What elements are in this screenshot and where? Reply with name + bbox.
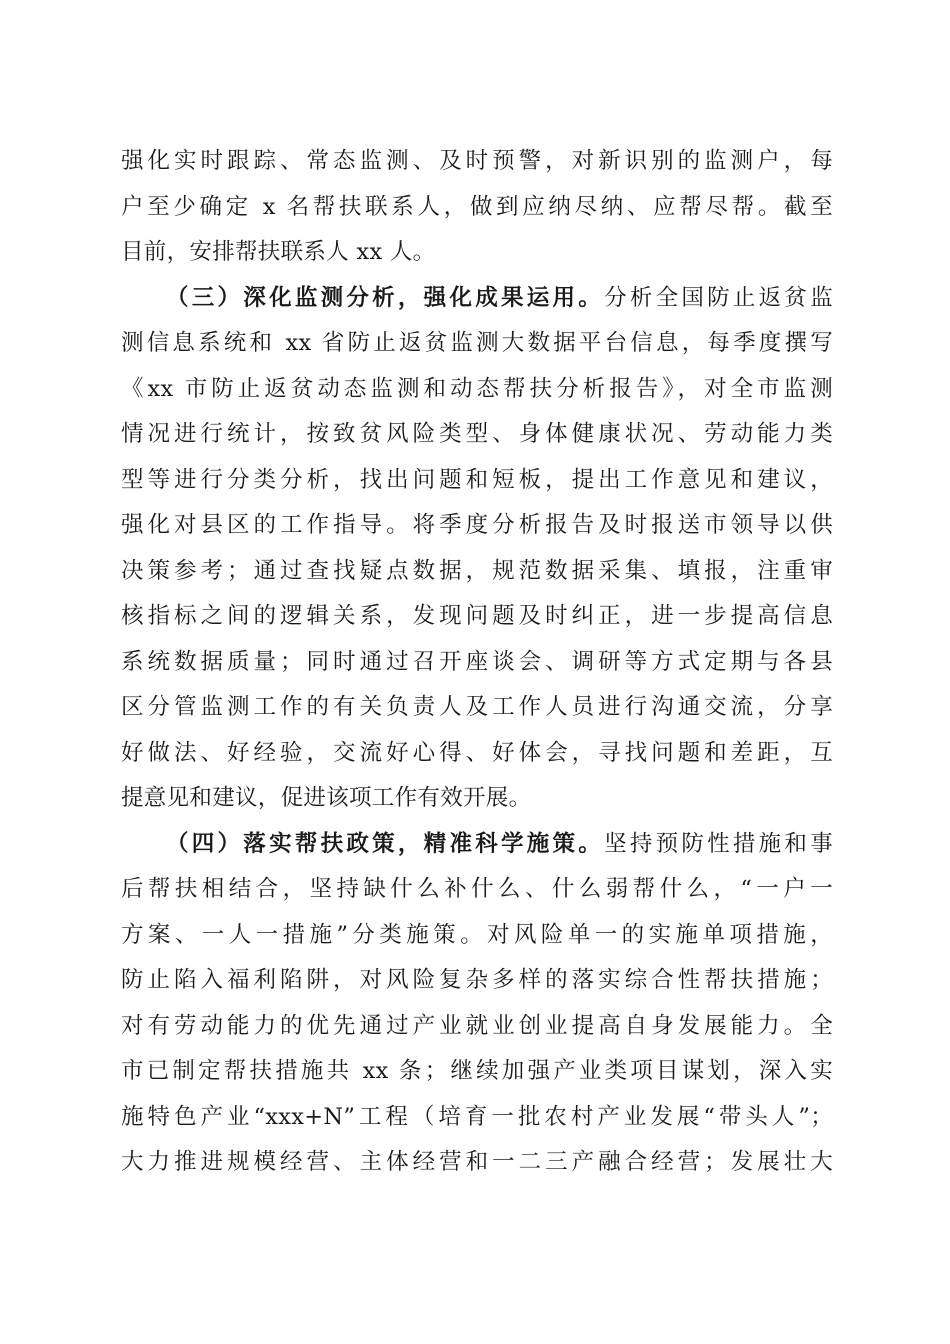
- text-line: [121, 276, 833, 322]
- text-fragment: 分析全国防止返贫监: [604, 284, 834, 311]
- text-line: 好做法、好经验，交流好心得、好体会，寻找问题和差距，互: [121, 739, 833, 766]
- text-line: 强化实时跟踪、常态监测、及时预警，对新识别的监测户，每: [121, 148, 833, 174]
- text-line: 市已制定帮扶措施共 xx 条；继续加强产业类项目谋划，深入实: [121, 1058, 833, 1084]
- section-heading-3: （三）深化监测分析，强化成果运用。: [166, 284, 605, 311]
- text-line: 施特色产业“xxx+N”工程（培育一批农村产业发展“带头人”；: [121, 1103, 833, 1130]
- paragraph-section-4: [121, 822, 833, 1186]
- text-line: 型等进行分类分析，找出问题和短板，提出工作意见和建议，: [121, 466, 833, 493]
- paragraph-continuation: [121, 139, 833, 276]
- document-body: [121, 139, 833, 1186]
- text-line: 核指标之间的逻辑关系，发现问题及时纠正，进一步提高信息: [121, 603, 833, 629]
- text-line: 区分管监测工作的有关负责人及工作人员进行沟通交流，分享: [121, 694, 833, 720]
- text-line: 目前，安排帮扶联系人 xx 人。: [121, 239, 436, 265]
- paragraph-section-3: [121, 276, 833, 822]
- text-line: 系统数据质量；同时通过召开座谈会、调研等方式定期与各县: [121, 648, 833, 675]
- text-line: 对有劳动能力的优先通过产业就业创业提高自身发展能力。全: [121, 1012, 833, 1039]
- text-line: 提意见和建议，促进该项工作有效开展。: [121, 785, 532, 811]
- text-line: 防止陷入福利陷阱，对风险复杂多样的落实综合性帮扶措施；: [121, 967, 833, 993]
- text-line: 《xx 市防止返贫动态监测和动态帮扶分析报告》，对全市监测: [121, 375, 833, 402]
- text-line: 情况进行统计，按致贫风险类型、身体健康状况、劳动能力类: [121, 421, 833, 447]
- text-line: 户至少确定 x 名帮扶联系人，做到应纳尽纳、应帮尽帮。截至: [121, 193, 833, 220]
- text-line: 方案、一人一措施”分类施策。对风险单一的实施单项措施，: [121, 921, 833, 948]
- text-line: [121, 822, 833, 868]
- section-heading-4: （四）落实帮扶政策，精准科学施策。: [166, 830, 605, 857]
- text-fragment: 坚持预防性措施和事: [604, 830, 834, 857]
- text-line: 强化对县区的工作指导。将季度分析报告及时报送市领导以供: [121, 512, 833, 538]
- text-line: 决策参考；通过查找疑点数据，规范数据采集、填报，注重审: [121, 557, 833, 584]
- text-line: 大力推进规模经营、主体经营和一二三产融合经营；发展壮大: [121, 1149, 833, 1175]
- text-line: 测信息系统和 xx 省防止返贫监测大数据平台信息，每季度撰写: [121, 330, 833, 356]
- text-line: 后帮扶相结合，坚持缺什么补什么、什么弱帮什么，“一户一: [121, 876, 833, 902]
